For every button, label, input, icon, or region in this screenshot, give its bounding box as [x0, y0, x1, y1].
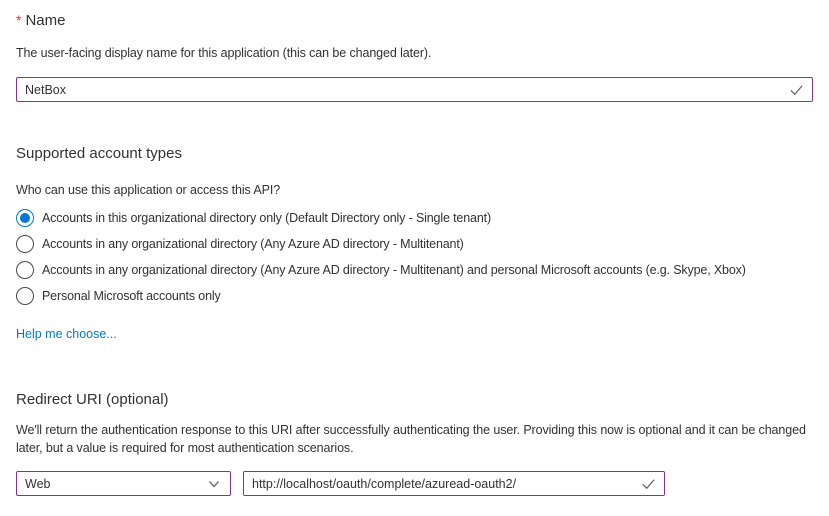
radio-option-label: Accounts in this organizational directory only (Default Directory only - Single tenant)	[42, 211, 491, 225]
name-title-text: Name	[25, 12, 66, 29]
account-type-option-single-tenant[interactable]	[16, 205, 813, 231]
name-section-title	[16, 0, 813, 31]
redirect-uri-section-title: Redirect URI (optional)	[16, 391, 169, 408]
required-asterisk: *	[16, 12, 22, 28]
radio-button-icon[interactable]	[16, 209, 34, 227]
platform-select-dropdown[interactable]	[16, 471, 231, 496]
account-types-section-title: Supported account types	[16, 145, 182, 162]
radio-option-label: Accounts in any organizational directory (Any Azure AD directory - Multitenant) and personal Microsoft accounts (e.g. Skype, Xbox)	[42, 263, 746, 277]
radio-button-icon[interactable]	[16, 261, 34, 279]
radio-option-label: Accounts in any organizational directory (Any Azure AD directory - Multitenant)	[42, 237, 464, 251]
radio-button-icon[interactable]	[16, 287, 34, 305]
redirect-uri-input[interactable]	[243, 471, 665, 496]
radio-button-icon[interactable]	[16, 235, 34, 253]
account-type-option-multitenant[interactable]	[16, 231, 813, 257]
help-me-choose-link[interactable]: Help me choose...	[16, 327, 117, 341]
platform-selected-value: Web	[25, 476, 51, 491]
account-types-question: Who can use this application or access this API?	[16, 183, 281, 197]
app-name-input[interactable]	[16, 77, 813, 102]
uri-field-container	[243, 471, 665, 496]
account-type-option-personal-only[interactable]	[16, 283, 813, 309]
chevron-down-icon	[207, 477, 221, 491]
redirect-uri-row	[16, 471, 813, 496]
name-description: The user-facing display name for this application (this can be changed later).	[16, 46, 432, 60]
account-types-radio-group	[16, 205, 813, 309]
redirect-uri-description: We'll return the authentication response to this URI after successfully authenticating the user. Providing this now is optional and it can be changed later, but a value is required for most authentication scenarios.	[16, 423, 806, 455]
account-type-option-multitenant-personal[interactable]	[16, 257, 813, 283]
name-field-container	[16, 77, 813, 102]
radio-option-label: Personal Microsoft accounts only	[42, 289, 221, 303]
